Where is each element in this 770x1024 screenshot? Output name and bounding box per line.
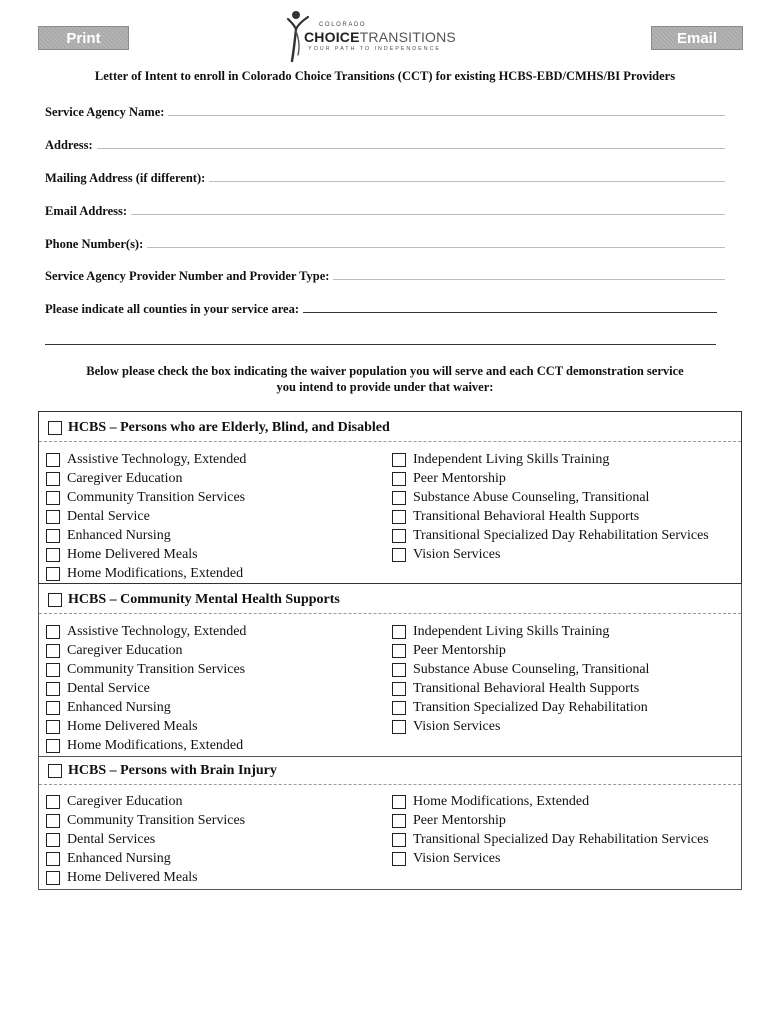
service-label: Enhanced Nursing <box>67 527 171 543</box>
service-checkbox[interactable] <box>392 795 406 809</box>
counties-field <box>45 298 717 316</box>
service-checkbox[interactable] <box>46 548 60 562</box>
service-label: Transition Specialized Day Rehabilitation <box>413 699 648 715</box>
logo-tagline: YOUR PATH TO INDEPENDENCE <box>308 46 441 52</box>
address-input[interactable] <box>97 134 725 149</box>
service-label: Caregiver Education <box>67 470 183 486</box>
service-label: Home Modifications, Extended <box>413 793 590 809</box>
page-title: Letter of Intent to enroll in Colorado Choice Transitions (CCT) for existing HCBS-EBD/CMHS/BI Providers <box>94 69 676 83</box>
mailing-address-input[interactable] <box>209 167 725 182</box>
service-option[interactable] <box>46 565 243 584</box>
service-label: Enhanced Nursing <box>67 850 171 866</box>
service-checkbox[interactable] <box>392 644 406 658</box>
section-1-checkbox[interactable] <box>48 421 62 435</box>
service-label: Assistive Technology, Extended <box>67 451 247 467</box>
service-option[interactable] <box>392 622 609 641</box>
provider-number-input[interactable] <box>333 265 725 280</box>
service-option[interactable] <box>46 868 198 887</box>
service-label: Assistive Technology, Extended <box>67 623 247 639</box>
email-address-input[interactable] <box>131 200 725 215</box>
address-label: Address: <box>45 138 93 152</box>
service-checkbox[interactable] <box>392 510 406 524</box>
service-checkbox[interactable] <box>46 814 60 828</box>
service-option[interactable] <box>46 488 245 507</box>
service-label: Substance Abuse Counseling, Transitional <box>413 661 650 677</box>
service-checkbox[interactable] <box>46 663 60 677</box>
logo-name <box>304 29 456 45</box>
instructions-line-2: you intend to provide under that waiver: <box>276 380 494 394</box>
service-label: Vision Services <box>413 547 501 562</box>
divider <box>39 441 741 442</box>
section-3-header <box>39 757 741 785</box>
section-2-checkbox[interactable] <box>48 593 62 607</box>
service-option[interactable] <box>46 698 171 717</box>
service-label: Transitional Behavioral Health Supports <box>413 508 640 524</box>
phone-field <box>45 233 725 251</box>
section-1-heading: HCBS – Persons who are Elderly, Blind, and Disabled <box>68 420 390 435</box>
service-checkbox[interactable] <box>46 453 60 467</box>
divider <box>39 613 741 614</box>
service-label: Enhanced Nursing <box>67 699 171 715</box>
service-checkbox[interactable] <box>46 795 60 809</box>
colorado-choice-transitions-logo <box>282 9 468 65</box>
service-option[interactable] <box>46 849 171 868</box>
provider-number-label: Service Agency Provider Number and Provider Type: <box>45 269 330 283</box>
service-label: Peer Mentorship <box>413 470 506 486</box>
section-3-heading: HCBS – Persons with Brain Injury <box>68 763 277 778</box>
service-option[interactable] <box>392 811 506 830</box>
service-checkbox[interactable] <box>46 739 60 753</box>
provider-number-field <box>45 265 725 283</box>
service-option[interactable] <box>46 469 182 488</box>
counties-continuation-line[interactable] <box>45 344 716 345</box>
service-label: Peer Mentorship <box>413 812 506 828</box>
service-label: Community Transition Services <box>67 489 246 505</box>
service-checkbox[interactable] <box>46 682 60 696</box>
service-option[interactable] <box>46 660 245 679</box>
service-checkbox[interactable] <box>392 625 406 639</box>
service-label: Community Transition Services <box>67 661 246 677</box>
service-label: Community Transition Services <box>67 812 246 828</box>
service-checkbox[interactable] <box>392 814 406 828</box>
service-checkbox[interactable] <box>46 529 60 543</box>
logo-state-text: COLORADO <box>319 22 367 28</box>
service-label: Dental Service <box>67 680 150 696</box>
service-option[interactable] <box>46 507 150 526</box>
service-label: Independent Living Skills Training <box>413 623 610 639</box>
service-option[interactable] <box>46 546 198 565</box>
service-label: Home Modifications, Extended <box>67 566 244 582</box>
section-1-header <box>39 414 741 442</box>
agency-name-field <box>45 101 725 119</box>
service-option[interactable] <box>392 641 506 660</box>
email-address-label: Email Address: <box>45 204 128 218</box>
service-checkbox[interactable] <box>392 529 406 543</box>
logo-name-rest: TRANSITIONS <box>359 29 456 45</box>
address-field <box>45 134 725 152</box>
email-address-field <box>45 200 725 218</box>
service-checkbox[interactable] <box>46 625 60 639</box>
service-option[interactable] <box>46 622 246 641</box>
service-option[interactable] <box>46 679 150 698</box>
phone-input[interactable] <box>147 233 725 248</box>
service-checkbox[interactable] <box>392 491 406 505</box>
service-label: Substance Abuse Counseling, Transitional <box>413 489 650 505</box>
service-checkbox[interactable] <box>46 871 60 885</box>
service-label: Transitional Behavioral Health Supports <box>413 680 640 696</box>
service-label: Dental Service <box>67 508 150 524</box>
mailing-address-field <box>45 167 725 185</box>
service-label: Vision Services <box>413 850 501 866</box>
service-option[interactable] <box>46 450 246 469</box>
service-checkbox[interactable] <box>392 852 406 866</box>
service-option[interactable] <box>46 830 155 849</box>
service-option[interactable] <box>392 698 648 717</box>
service-option[interactable] <box>392 660 649 679</box>
service-checkbox[interactable] <box>46 472 60 486</box>
service-option[interactable] <box>392 469 506 488</box>
agency-name-label: Service Agency Name: <box>45 105 165 119</box>
service-option[interactable] <box>392 792 589 811</box>
phone-label: Phone Number(s): <box>45 237 144 251</box>
section-3-checkbox[interactable] <box>48 764 62 778</box>
mailing-address-label: Mailing Address (if different): <box>45 171 206 185</box>
service-option[interactable] <box>392 546 500 565</box>
service-checkbox[interactable] <box>46 833 60 847</box>
service-checkbox[interactable] <box>392 663 406 677</box>
service-label: Vision Services <box>413 719 501 734</box>
service-checkbox[interactable] <box>46 644 60 658</box>
service-label: Independent Living Skills Training <box>413 451 610 467</box>
service-option[interactable] <box>392 830 709 849</box>
service-label: Peer Mentorship <box>413 642 506 658</box>
service-checkbox[interactable] <box>392 720 406 734</box>
service-checkbox[interactable] <box>392 548 406 562</box>
service-checkbox[interactable] <box>46 852 60 866</box>
service-option[interactable] <box>46 792 182 811</box>
service-option[interactable] <box>46 526 171 545</box>
service-option[interactable] <box>46 641 182 660</box>
service-label: Home Delivered Meals <box>67 547 198 562</box>
waiver-services-form <box>38 411 742 890</box>
counties-input[interactable] <box>303 298 717 313</box>
service-label: Home Delivered Meals <box>67 719 198 734</box>
service-label: Home Modifications, Extended <box>67 738 244 754</box>
service-checkbox[interactable] <box>46 510 60 524</box>
instructions-line-1: Below please check the box indicating the waiver population you will serve and each CCT demonstration service <box>86 364 684 378</box>
service-label: Caregiver Education <box>67 793 183 809</box>
email-button[interactable]: Email <box>651 26 743 50</box>
service-option[interactable] <box>46 737 243 756</box>
service-option[interactable] <box>392 507 639 526</box>
service-option[interactable] <box>46 718 198 737</box>
service-checkbox[interactable] <box>392 472 406 486</box>
service-checkbox[interactable] <box>46 701 60 715</box>
service-checkbox[interactable] <box>392 453 406 467</box>
service-checkbox[interactable] <box>392 833 406 847</box>
service-option[interactable] <box>392 679 639 698</box>
service-checkbox[interactable] <box>46 720 60 734</box>
counties-label: Please indicate all counties in your service area: <box>45 302 300 316</box>
service-label: Dental Services <box>67 831 156 847</box>
service-option[interactable] <box>392 526 709 545</box>
divider <box>39 784 741 785</box>
service-checkbox[interactable] <box>392 682 406 696</box>
print-button[interactable]: Print <box>38 26 129 50</box>
section-2-heading: HCBS – Community Mental Health Supports <box>68 592 340 607</box>
agency-name-input[interactable] <box>168 101 725 116</box>
service-option[interactable] <box>392 450 609 469</box>
service-option[interactable] <box>392 488 649 507</box>
logo-name-bold: CHOICE <box>304 29 360 45</box>
service-label: Home Delivered Meals <box>67 869 198 885</box>
service-option[interactable] <box>46 811 245 830</box>
service-label: Transitional Specialized Day Rehabilitation Services <box>413 831 709 847</box>
service-checkbox[interactable] <box>46 491 60 505</box>
service-label: Caregiver Education <box>67 642 183 658</box>
service-option[interactable] <box>392 718 500 737</box>
instructions <box>40 363 730 395</box>
section-2-header <box>39 586 741 614</box>
service-checkbox[interactable] <box>46 567 60 581</box>
service-option[interactable] <box>392 849 500 868</box>
service-label: Transitional Specialized Day Rehabilitation Services <box>413 527 709 543</box>
service-checkbox[interactable] <box>392 701 406 715</box>
